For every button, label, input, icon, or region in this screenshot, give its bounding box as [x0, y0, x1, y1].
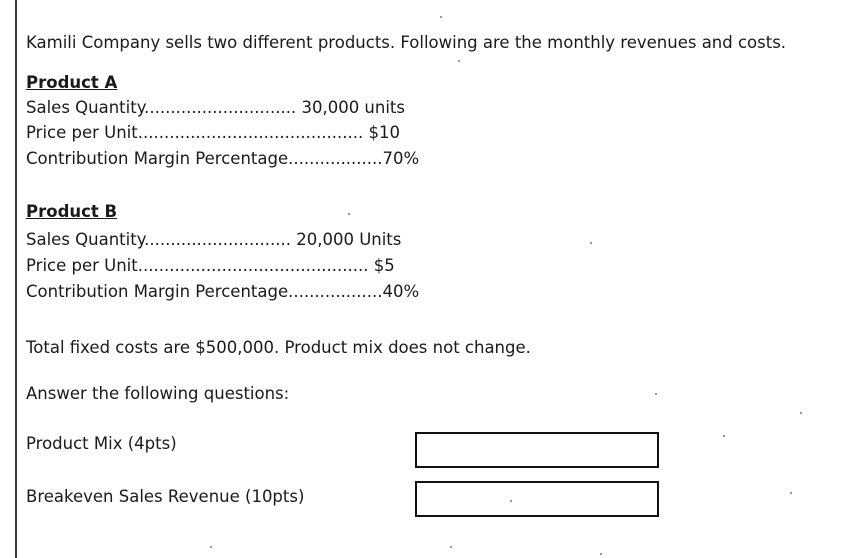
product-b-price-per-unit: Price per Unit............................................ $5: [26, 256, 395, 275]
scan-speck: [210, 546, 212, 548]
scan-speck: [458, 60, 460, 62]
scan-speck: [655, 393, 657, 395]
scan-speck: [450, 546, 452, 548]
questions-prompt: Answer the following questions:: [26, 384, 290, 403]
product-a-contribution-margin: Contribution Margin Percentage..................70%: [26, 149, 420, 168]
intro-text: Kamili Company sells two different products. Following are the monthly revenues and costs.: [26, 33, 787, 52]
product-b-sales-quantity: Sales Quantity............................ 20,000 Units: [26, 230, 402, 249]
left-margin-rule: [15, 0, 17, 558]
scan-speck: [790, 492, 792, 494]
product-b-heading: Product B: [26, 202, 118, 221]
fixed-costs-text: Total fixed costs are $500,000. Product mix does not change.: [26, 338, 531, 357]
product-b-contribution-margin: Contribution Margin Percentage..................40%: [26, 282, 420, 301]
scan-speck: [440, 16, 442, 18]
question-breakeven-label: Breakeven Sales Revenue (10pts): [26, 487, 305, 506]
scan-speck: [348, 213, 350, 215]
scan-speck: [723, 435, 725, 437]
question-product-mix-label: Product Mix (4pts): [26, 434, 177, 453]
product-a-price-per-unit: Price per Unit........................................... $10: [26, 123, 401, 142]
scan-speck: [800, 412, 802, 414]
product-a-sales-quantity: Sales Quantity............................. 30,000 units: [26, 98, 406, 117]
breakeven-answer-box[interactable]: [415, 481, 659, 517]
product-a-heading: Product A: [26, 73, 118, 92]
product-mix-answer-box[interactable]: [415, 432, 659, 468]
scan-speck: [590, 242, 592, 244]
scan-speck: [510, 500, 512, 502]
scan-speck: [600, 553, 602, 555]
